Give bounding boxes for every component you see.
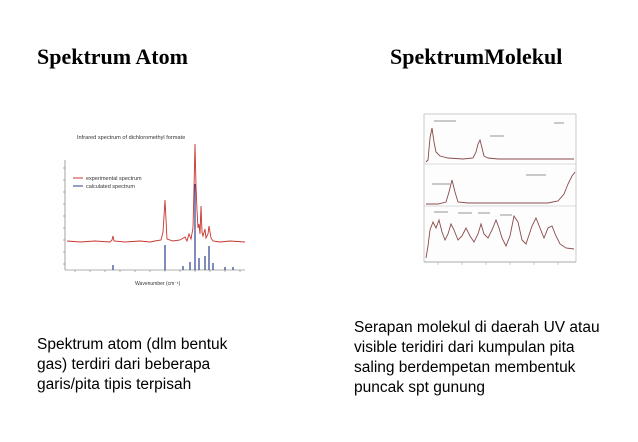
caption-line: garis/pita tipis terpisah — [37, 376, 192, 393]
caption-line: visible teridiri dari kumpulan pita — [354, 339, 575, 356]
caption-line: gas) terdiri dari beberapa — [37, 356, 211, 373]
legend-label-experimental: experimental spectrum — [86, 176, 142, 182]
ir-x-axis-label: Wavenumber (cm⁻¹) — [135, 281, 181, 287]
caption-line: saling berdempetan membentuk — [354, 359, 576, 376]
molecular-spectrum-caption — [354, 318, 600, 398]
ir-spectrum-figure — [55, 128, 250, 290]
ir-y-ticks — [63, 168, 65, 264]
molecular-spectrum-title: SpektrumMolekul — [390, 44, 563, 69]
legend-label-calculated: calculated spectrum — [86, 184, 135, 190]
uv-x-ticks — [438, 262, 558, 265]
caption-line: puncak spt gunung — [354, 379, 485, 396]
atom-spectrum-title: Spektrum Atom — [37, 44, 188, 69]
calculated-spectrum-lines — [113, 184, 233, 270]
uv-spectrum-figure — [418, 108, 583, 270]
experimental-spectrum-line — [67, 144, 245, 242]
ir-figure-title: Infrared spectrum of dichloromethyl formate — [77, 135, 186, 141]
caption-line: Serapan molekul di daerah UV atau — [354, 319, 600, 336]
caption-line: Spektrum atom (dlm bentuk — [37, 336, 228, 353]
atom-spectrum-caption — [37, 335, 227, 395]
